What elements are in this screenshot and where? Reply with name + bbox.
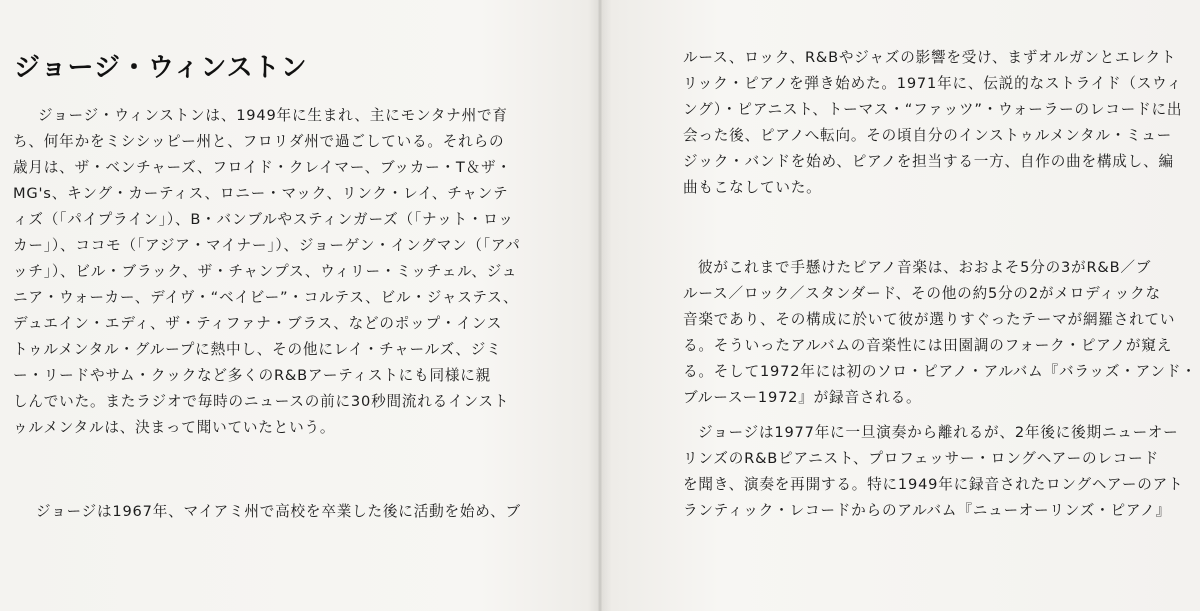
text-line: ブルースー1972』が録音される。	[683, 389, 922, 406]
text-line: リンズのR&Bピアニスト、プロフェッサー・ロングヘアーのレコード	[683, 450, 1159, 467]
text-line: ジョージは1967年、マイアミ州で高校を卒業した後に活動を始め、ブ	[36, 503, 521, 520]
left-paragraph-2	[36, 499, 521, 525]
text-line: る。そういったアルバムの音楽性には田園調のフォーク・ピアノが窺え	[683, 337, 1173, 354]
right-page	[600, 0, 1200, 611]
right-paragraph-2	[683, 255, 1197, 411]
text-line: MG's、キング・カーティス、ロニー・マック、リンク・レイ、チャンテ	[13, 185, 509, 202]
text-line: ランティック・レコードからのアルバム『ニューオーリンズ・ピアノ』	[683, 502, 1171, 519]
text-line: 会った後、ピアノへ転向。その頃自分のインストゥルメンタル・ミュー	[683, 127, 1173, 144]
text-line: ッチ」）、ビル・ブラック、ザ・チャンプス、ウィリー・ミッチェル、ジュ	[13, 263, 518, 280]
text-line: 彼がこれまで手懸けたピアノ音楽は、おおよそ5分の3がR&B／ブ	[698, 259, 1152, 276]
text-line: ー・リードやサム・クックなど多くのR&Bアーティストにも同様に親	[13, 367, 492, 384]
text-line: ゥルメンタルは、決まって聞いていたという。	[13, 419, 336, 436]
text-line: 音楽であり、その構成に於いて彼が選りすぐったテーマが網羅されてい	[683, 311, 1176, 328]
text-line: 曲もこなしていた。	[683, 179, 822, 196]
right-paragraph-3	[683, 420, 1184, 524]
text-line: ィズ（「パイプライン」）、B・バンブルやスティンガーズ（「ナット・ロッ	[13, 211, 514, 228]
text-line: を聞き、演奏を再開する。特に1949年に録音されたロングヘアーのアト	[683, 476, 1184, 493]
text-line: 歳月は、ザ・ベンチャーズ、フロイド・クレイマー、ブッカー・T＆ザ・	[13, 159, 512, 176]
text-line: カー」）、ココモ（「アジア・マイナー」）、ジョーゲン・イングマン（「アパ	[13, 237, 521, 254]
text-line: ルース／ロック／スタンダード、その他の約5分の2がメロディックな	[683, 285, 1161, 302]
right-paragraph-1	[683, 45, 1182, 201]
text-line: ジョージ・ウィンストンは、1949年に生まれ、主にモンタナ州で育	[38, 107, 508, 124]
text-line: ニア・ウォーカー、デイヴ・“ベイビー”・コルテス、ビル・ジャステス、	[13, 289, 519, 306]
text-line: デュエイン・エディ、ザ・ティファナ・ブラス、などのポップ・インス	[13, 315, 503, 332]
text-line: ジョージは1977年に一旦演奏から離れるが、2年後に後期ニューオー	[698, 424, 1179, 441]
article-title: ジョージ・ウィンストン	[14, 53, 308, 83]
text-line: る。そして1972年には初のソロ・ピアノ・アルバム『バラッズ・アンド・	[683, 363, 1197, 380]
left-paragraph-1	[13, 103, 521, 441]
text-line: しんでいた。またラジオで毎時のニュースの前に30秒間流れるインスト	[13, 393, 510, 410]
text-line: ち、何年かをミシシッピー州と、フロリダ州で過ごしている。それらの	[13, 133, 505, 150]
text-line: ジック・バンドを始め、ピアノを担当する一方、自作の曲を構成し、編	[683, 153, 1174, 170]
text-line: リック・ピアノを弾き始めた。1971年に、伝説的なストライド（スウィ	[683, 75, 1183, 92]
text-line: ルース、ロック、R&Bやジャズの影響を受け、まずオルガンとエレクト	[683, 49, 1177, 66]
text-line: トゥルメンタル・グループに熱中し、その他にレイ・チャールズ、ジミ	[13, 341, 502, 358]
text-line: ング）・ピアニスト、トーマス・“ファッツ”・ウォーラーのレコードに出	[683, 101, 1183, 118]
